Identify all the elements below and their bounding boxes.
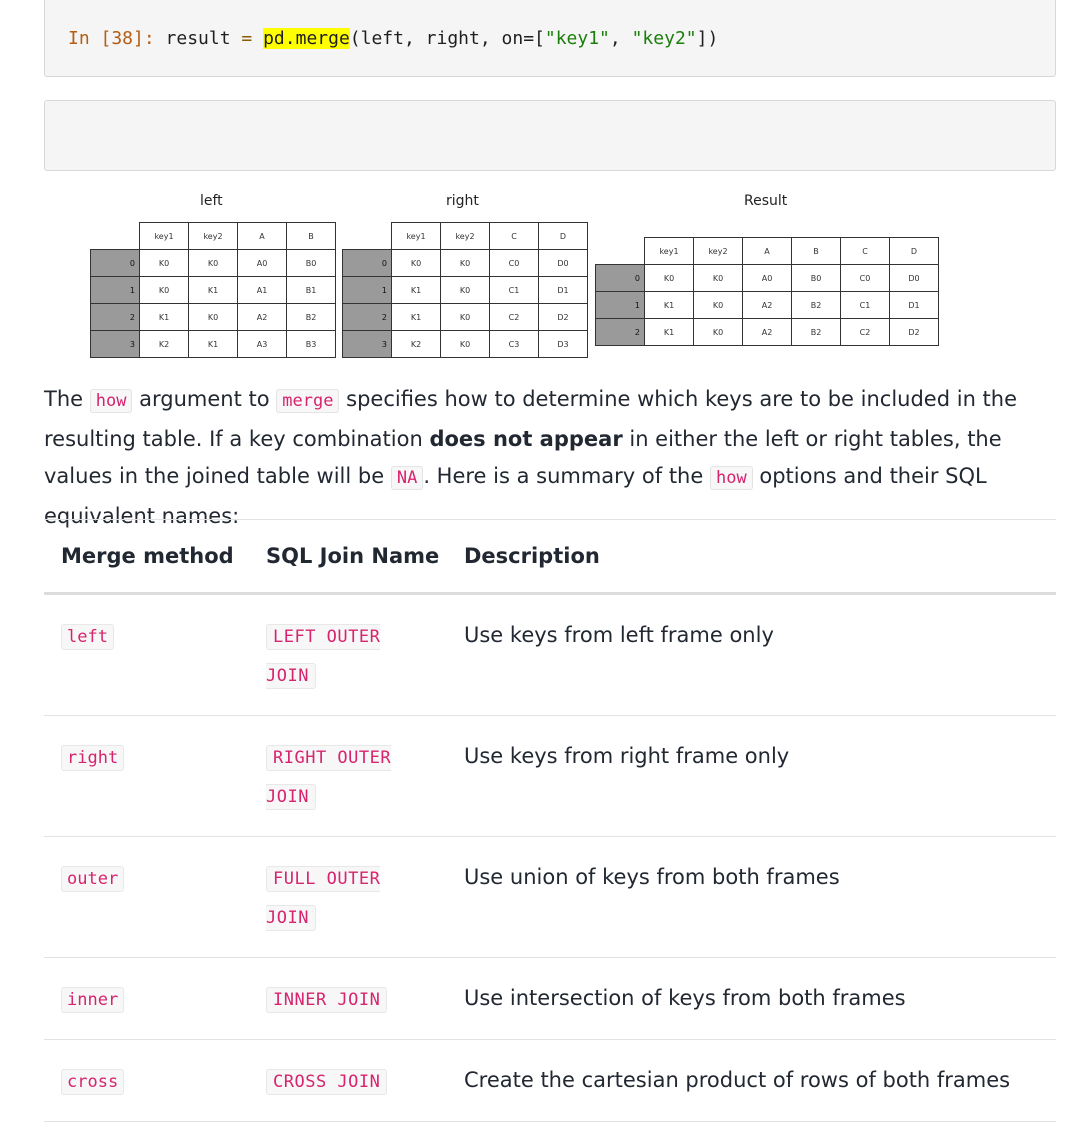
grid-cell: K0 (189, 304, 238, 331)
grid-column-header: A (238, 223, 287, 250)
grid-cell: D3 (539, 331, 588, 358)
grid-cell: D1 (539, 277, 588, 304)
merge-method-cell (44, 1040, 246, 1122)
how-argument-paragraph (44, 381, 1054, 535)
code-line (68, 28, 718, 49)
grid-cell: A2 (238, 304, 287, 331)
inline-code-how: how (710, 466, 753, 490)
grid-column-header: key1 (140, 223, 189, 250)
sql-join-cell (246, 837, 441, 958)
grid-cell: K1 (645, 292, 694, 319)
grid-cell: D0 (890, 265, 939, 292)
paragraph-text: . Here is a summary of the (423, 464, 710, 488)
paragraph-text: in either the left or right tables, the values in the joined table will be (44, 426, 1002, 488)
grid-cell: A0 (238, 250, 287, 277)
grid-index-cell: 0 (343, 250, 392, 277)
grid-column-header: B (287, 223, 336, 250)
table-row (44, 1040, 1056, 1122)
grid-cell: C2 (841, 319, 890, 346)
merge-diagram (86, 190, 966, 378)
grid-cell: K1 (392, 277, 441, 304)
grid-cell: K0 (694, 292, 743, 319)
sql-join-wrapper (266, 980, 406, 1019)
grid-column-header: C (841, 238, 890, 265)
grid-index-cell: 2 (91, 304, 140, 331)
grid-column-header: key1 (645, 238, 694, 265)
merge-method-cell (44, 958, 246, 1040)
code-cell-output-empty (44, 100, 1056, 171)
table-row (44, 958, 1056, 1040)
grid-column-header: A (743, 238, 792, 265)
code-token: , (609, 28, 632, 49)
grid-cell: K0 (441, 304, 490, 331)
grid-cell: B0 (792, 265, 841, 292)
grid-cell: D0 (539, 250, 588, 277)
grid-cell: K0 (441, 277, 490, 304)
grid-index-cell: 1 (343, 277, 392, 304)
grid-cell: B2 (287, 304, 336, 331)
code-string: "key1" (544, 28, 610, 49)
code-cell-input[interactable] (44, 0, 1056, 77)
grid-cell: K2 (140, 331, 189, 358)
grid-cell: K0 (441, 250, 490, 277)
sql-join-wrapper (266, 738, 406, 816)
grid-header-row (596, 238, 939, 265)
grid-index-cell: 1 (91, 277, 140, 304)
grid-column-header: key2 (189, 223, 238, 250)
grid-index-cell: 3 (91, 331, 140, 358)
code-token: result (154, 28, 242, 49)
grid-row (91, 250, 336, 277)
grid-header-row (343, 223, 588, 250)
inline-code-sql: RIGHT OUTER JOIN (266, 745, 391, 810)
grid-row (343, 250, 588, 277)
grid-index-cell: 0 (596, 265, 645, 292)
grid-column-header: D (890, 238, 939, 265)
code-string: "key2" (631, 28, 697, 49)
code-operator: = (241, 28, 253, 49)
inline-code-sql: FULL OUTER JOIN (266, 866, 380, 931)
left-frame-title: left (200, 193, 223, 209)
table-row (44, 594, 1056, 716)
grid-row (596, 319, 939, 346)
grid-row (596, 292, 939, 319)
grid-column-header: key2 (694, 238, 743, 265)
grid-cell: K0 (140, 250, 189, 277)
grid-cell: C1 (841, 292, 890, 319)
grid-cell: A3 (238, 331, 287, 358)
grid-cell: K1 (140, 304, 189, 331)
description-cell: Create the cartesian product of rows of both frames (441, 1040, 1056, 1122)
grid-row (343, 331, 588, 358)
grid-cell: A2 (743, 292, 792, 319)
paragraph-text: options and their SQL equivalent names: (44, 464, 987, 528)
grid-row (91, 331, 336, 358)
sql-join-cell (246, 716, 441, 837)
inline-code-method: cross (61, 1069, 124, 1095)
description-cell: Use keys from left frame only (441, 594, 1056, 716)
paragraph-text: The (44, 387, 90, 411)
result-frame-title: Result (744, 193, 788, 209)
grid-column-header: key1 (392, 223, 441, 250)
grid-column-header: C (490, 223, 539, 250)
left-frame-table (90, 222, 336, 358)
grid-cell: B2 (792, 292, 841, 319)
inline-code-na: NA (391, 466, 423, 490)
grid-index-cell: 2 (343, 304, 392, 331)
table-row (44, 716, 1056, 837)
grid-cell: K1 (189, 277, 238, 304)
description-cell: Use keys from right frame only (441, 716, 1056, 837)
grid-cell: A0 (743, 265, 792, 292)
grid-row (91, 304, 336, 331)
column-header: SQL Join Name (246, 520, 441, 594)
sql-join-wrapper (266, 617, 406, 695)
grid-cell: B2 (792, 319, 841, 346)
grid-cell: K0 (441, 331, 490, 358)
grid-corner (91, 223, 140, 250)
grid-cell: C0 (490, 250, 539, 277)
grid-row (343, 277, 588, 304)
sql-join-cell (246, 1040, 441, 1122)
grid-cell: K0 (694, 319, 743, 346)
sql-join-cell (246, 958, 441, 1040)
grid-index-cell: 3 (343, 331, 392, 358)
grid-cell: C0 (841, 265, 890, 292)
sql-join-wrapper (266, 1062, 406, 1101)
right-frame-table (342, 222, 588, 358)
merge-methods-table (44, 519, 1056, 1122)
grid-column-header: D (539, 223, 588, 250)
grid-cell: C1 (490, 277, 539, 304)
grid-cell: C3 (490, 331, 539, 358)
inline-code-merge: merge (276, 389, 339, 413)
grid-cell: D1 (890, 292, 939, 319)
grid-cell: K0 (189, 250, 238, 277)
grid-index-cell: 0 (91, 250, 140, 277)
grid-cell: K1 (392, 304, 441, 331)
grid-cell: B0 (287, 250, 336, 277)
grid-cell: D2 (539, 304, 588, 331)
description-cell: Use union of keys from both frames (441, 837, 1056, 958)
table-row (44, 837, 1056, 958)
grid-row (91, 277, 336, 304)
paragraph-text: argument to (132, 387, 277, 411)
column-header: Merge method (44, 520, 246, 594)
grid-cell: K0 (645, 265, 694, 292)
grid-column-header: B (792, 238, 841, 265)
inline-code-method: inner (61, 987, 124, 1013)
code-token: (left, right, on=[ (349, 28, 545, 49)
grid-row (343, 304, 588, 331)
code-token: ]) (696, 28, 719, 49)
grid-header-row (91, 223, 336, 250)
right-frame-title: right (446, 193, 479, 209)
inline-code-method: outer (61, 866, 124, 892)
grid-cell: A2 (743, 319, 792, 346)
grid-cell: K2 (392, 331, 441, 358)
cell-prompt: In [38]: (68, 28, 155, 49)
grid-cell: B3 (287, 331, 336, 358)
grid-cell: B1 (287, 277, 336, 304)
highlighted-search-match: pd.merge (263, 28, 350, 49)
grid-column-header: key2 (441, 223, 490, 250)
result-frame-table (595, 237, 939, 346)
grid-cell: K1 (645, 319, 694, 346)
paragraph-text: specifies how to determine which keys are to be included in the resulting table. If a key combination (44, 387, 1018, 451)
merge-method-cell (44, 594, 246, 716)
grid-cell: D2 (890, 319, 939, 346)
inline-code-method: right (61, 745, 124, 771)
paragraph-bold: does not appear (429, 426, 623, 451)
code-token (252, 28, 263, 49)
description-cell: Use intersection of keys from both frames (441, 958, 1056, 1040)
grid-index-cell: 2 (596, 319, 645, 346)
grid-cell: C2 (490, 304, 539, 331)
merge-method-cell (44, 716, 246, 837)
inline-code-how: how (90, 389, 133, 413)
grid-index-cell: 1 (596, 292, 645, 319)
grid-corner (343, 223, 392, 250)
grid-cell: K0 (392, 250, 441, 277)
sql-join-wrapper (266, 859, 406, 937)
inline-code-sql: LEFT OUTER JOIN (266, 624, 380, 689)
grid-corner (596, 238, 645, 265)
sql-join-cell (246, 594, 441, 716)
table-header-row (44, 520, 1056, 594)
inline-code-method: left (61, 624, 114, 650)
grid-cell: K0 (694, 265, 743, 292)
inline-code-sql: CROSS JOIN (266, 1069, 387, 1095)
grid-cell: K1 (189, 331, 238, 358)
grid-cell: A1 (238, 277, 287, 304)
grid-cell: K0 (140, 277, 189, 304)
column-header: Description (441, 520, 1056, 594)
inline-code-sql: INNER JOIN (266, 987, 387, 1013)
grid-row (596, 265, 939, 292)
merge-method-cell (44, 837, 246, 958)
